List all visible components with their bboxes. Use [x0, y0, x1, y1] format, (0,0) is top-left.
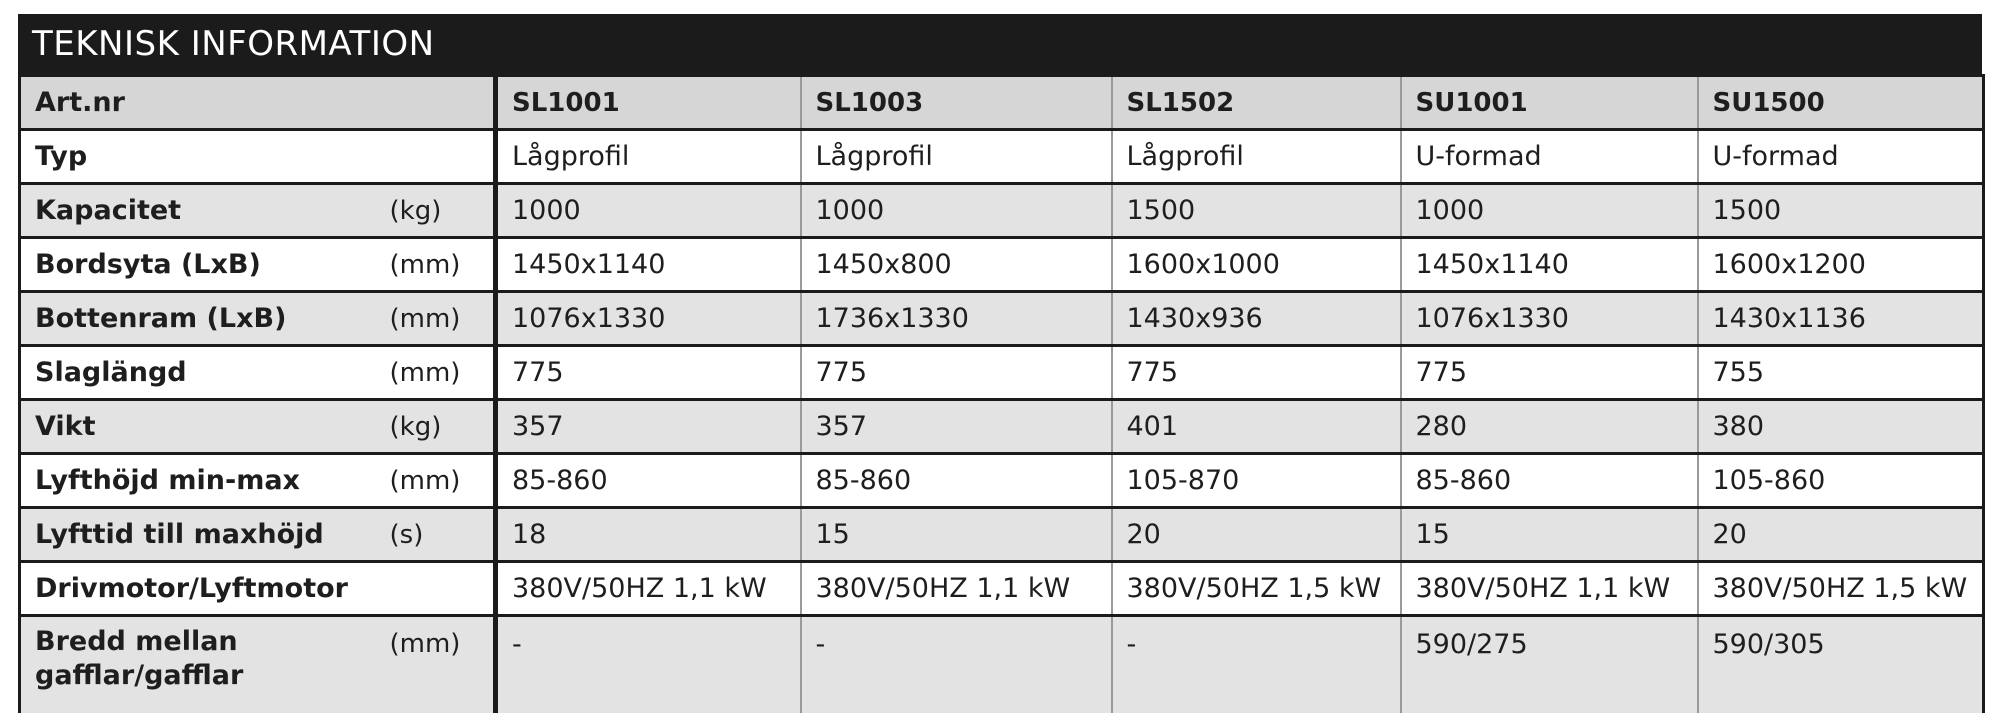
table-row	[20, 130, 1984, 184]
cell-value: 775	[496, 346, 801, 400]
model-code: SL1502	[1112, 76, 1401, 130]
row-unit: (s)	[390, 508, 496, 562]
cell-value: 85-860	[496, 454, 801, 508]
cell-value: 15	[1401, 508, 1698, 562]
cell-value: 1076x1330	[1401, 292, 1698, 346]
row-unit	[390, 562, 496, 616]
cell-value: 105-860	[1698, 454, 1984, 508]
row-unit	[390, 130, 496, 184]
model-code: SU1001	[1401, 76, 1698, 130]
cell-value: 401	[1112, 400, 1401, 454]
cell-value: 1500	[1112, 184, 1401, 238]
row-label: Drivmotor/Lyftmotor	[20, 562, 390, 616]
cell-value: 85-860	[1401, 454, 1698, 508]
cell-value: 1000	[1401, 184, 1698, 238]
cell-value: -	[801, 616, 1112, 714]
row-label: Lyfttid till maxhöjd	[20, 508, 390, 562]
table-row	[20, 292, 1984, 346]
cell-value: Lågprofil	[496, 130, 801, 184]
header-label: Art.nr	[20, 76, 390, 130]
table-row	[20, 454, 1984, 508]
cell-value: 20	[1698, 508, 1984, 562]
cell-value: 357	[496, 400, 801, 454]
cell-value: 1600x1200	[1698, 238, 1984, 292]
table-row	[20, 346, 1984, 400]
cell-value: 1430x1136	[1698, 292, 1984, 346]
header-unit-cell	[390, 76, 496, 130]
row-label: Bredd mellan gafflar/gafflar	[20, 616, 390, 714]
header-row	[20, 76, 1984, 130]
cell-value: 18	[496, 508, 801, 562]
cell-value: 755	[1698, 346, 1984, 400]
cell-value: 1076x1330	[496, 292, 801, 346]
spec-table	[18, 74, 1985, 713]
cell-value: U-formad	[1401, 130, 1698, 184]
row-label: Slaglängd	[20, 346, 390, 400]
cell-value: 380V/50HZ 1,5 kW	[1112, 562, 1401, 616]
row-unit: (mm)	[390, 292, 496, 346]
model-code: SU1500	[1698, 76, 1984, 130]
cell-value: 590/305	[1698, 616, 1984, 714]
row-label: Typ	[20, 130, 390, 184]
model-code: SL1003	[801, 76, 1112, 130]
cell-value: 1000	[801, 184, 1112, 238]
table-row	[20, 184, 1984, 238]
cell-value: U-formad	[1698, 130, 1984, 184]
row-unit: (mm)	[390, 616, 496, 714]
cell-value: 85-860	[801, 454, 1112, 508]
technical-info-panel	[18, 14, 1982, 713]
cell-value: 775	[1401, 346, 1698, 400]
row-label: Bottenram (LxB)	[20, 292, 390, 346]
cell-value: 1450x1140	[496, 238, 801, 292]
cell-value: 380V/50HZ 1,5 kW	[1698, 562, 1984, 616]
cell-value: 15	[801, 508, 1112, 562]
cell-value: -	[1112, 616, 1401, 714]
table-row	[20, 616, 1984, 714]
cell-value: -	[496, 616, 801, 714]
row-unit: (kg)	[390, 184, 496, 238]
table-row	[20, 562, 1984, 616]
cell-value: 280	[1401, 400, 1698, 454]
row-label: Kapacitet	[20, 184, 390, 238]
cell-value: 1450x1140	[1401, 238, 1698, 292]
cell-value: 105-870	[1112, 454, 1401, 508]
row-unit: (mm)	[390, 346, 496, 400]
table-row	[20, 400, 1984, 454]
cell-value: 357	[801, 400, 1112, 454]
cell-value: 380V/50HZ 1,1 kW	[801, 562, 1112, 616]
cell-value: 590/275	[1401, 616, 1698, 714]
cell-value: 1600x1000	[1112, 238, 1401, 292]
cell-value: 775	[1112, 346, 1401, 400]
cell-value: 380V/50HZ 1,1 kW	[1401, 562, 1698, 616]
cell-value: Lågprofil	[801, 130, 1112, 184]
cell-value: 1000	[496, 184, 801, 238]
row-unit: (mm)	[390, 238, 496, 292]
table-title: TEKNISK INFORMATION	[18, 14, 1982, 74]
row-label: Vikt	[20, 400, 390, 454]
model-code: SL1001	[496, 76, 801, 130]
row-label: Lyfthöjd min-max	[20, 454, 390, 508]
row-label: Bordsyta (LxB)	[20, 238, 390, 292]
cell-value: 20	[1112, 508, 1401, 562]
row-unit: (mm)	[390, 454, 496, 508]
table-row	[20, 508, 1984, 562]
cell-value: 1500	[1698, 184, 1984, 238]
cell-value: 1450x800	[801, 238, 1112, 292]
cell-value: 380	[1698, 400, 1984, 454]
row-unit: (kg)	[390, 400, 496, 454]
cell-value: 1430x936	[1112, 292, 1401, 346]
cell-value: Lågprofil	[1112, 130, 1401, 184]
cell-value: 775	[801, 346, 1112, 400]
cell-value: 380V/50HZ 1,1 kW	[496, 562, 801, 616]
cell-value: 1736x1330	[801, 292, 1112, 346]
table-row	[20, 238, 1984, 292]
